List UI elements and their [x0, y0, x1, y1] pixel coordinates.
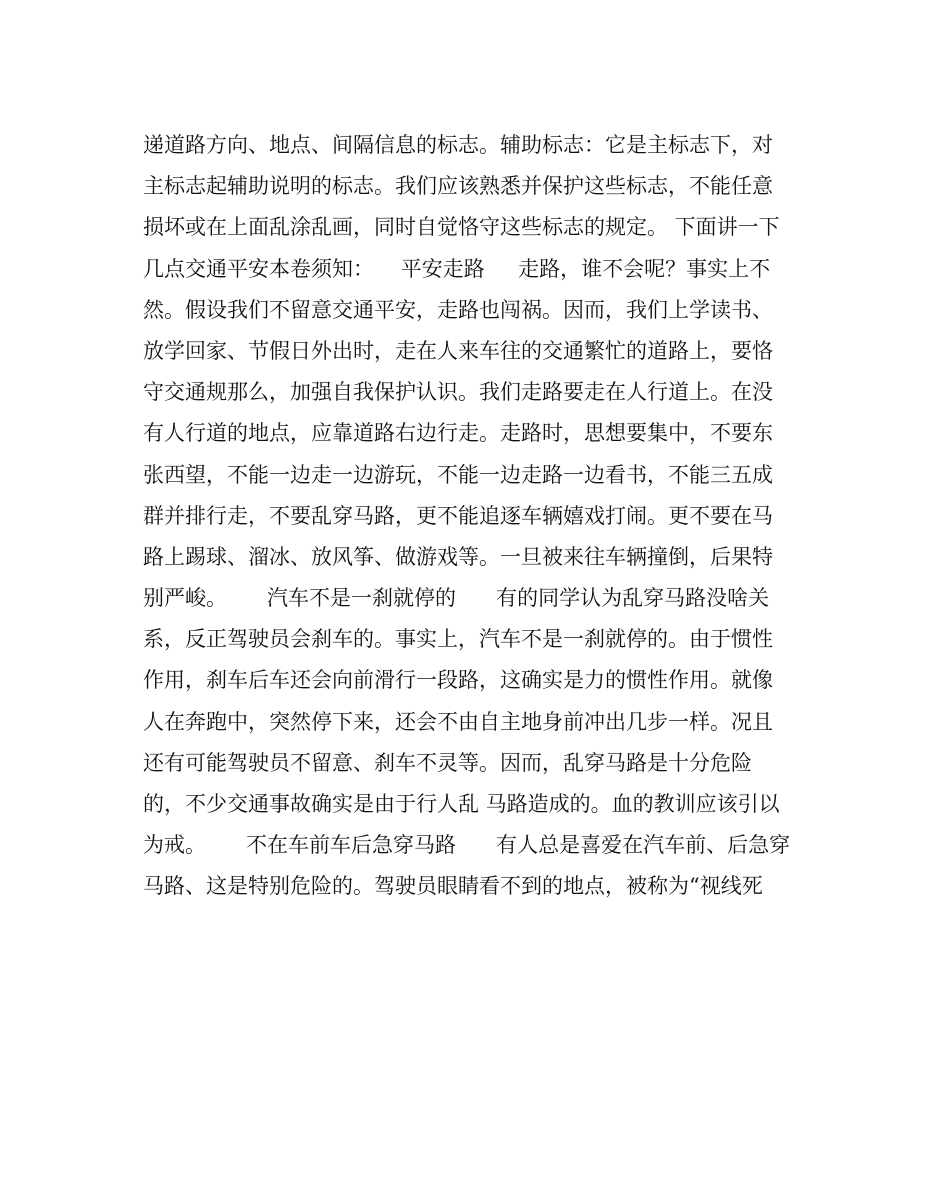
text-line: 放学回家、节假日外出时，走在人来车往的交通繁忙的道路上，要恪 — [143, 338, 773, 363]
text-line: 然。假设我们不留意交通平安，走路也闯祸。因而，我们上学读书、 — [143, 297, 773, 322]
text-line: 几点交通平安本卷须知： 平安走路 走路，谁不会呢？事实上不 — [143, 256, 771, 281]
text-line: 的，不少交通事故确实是由于行人乱 马路造成的。血的教训应该引以 — [143, 792, 780, 816]
text-line: 作用，刹车后车还会向前滑行一段路，这确实是力的惯性作用。就像 — [143, 668, 773, 693]
text-line: 有人行道的地点，应靠道路右边行走。走路时，思想要集中，不要东 — [143, 421, 773, 446]
text-line: 主标志起辅助说明的标志。我们应该熟悉并保护这些标志，不能任意 — [143, 174, 773, 199]
text-line: 为戒。 不在车前车后急穿马路 有人总是喜爱在汽车前、后急穿 — [143, 833, 791, 858]
text-line: 群并排行走，不要乱穿马路，更不能追逐车辆嬉戏打闹。更不要在马 — [143, 503, 773, 528]
body-text — [143, 125, 823, 908]
text-line: 马路、这是特别危险的。驾驶员眼睛看不到的地点，被称为“视线死 — [143, 874, 763, 899]
text-line: 还有可能驾驶员不留意、刹车不灵等。因而，乱穿马路是十分危险 — [143, 750, 752, 775]
text-line: 守交通规那么，加强自我保护认识。我们走路要走在人行道上。在没 — [143, 380, 773, 405]
text-line: 损坏或在上面乱涂乱画，同时自觉恪守这些标志的规定。 下面讲一下 — [143, 215, 780, 240]
text-line: 递道路方向、地点、间隔信息的标志。辅助标志：它是主标志下，对 — [143, 133, 773, 157]
text-line: 路上踢球、溜冰、放风筝、做游戏等。一旦被来往车辆撞倒，后果特 — [143, 544, 773, 569]
text-line: 张西望，不能一边走一边游玩，不能一边走路一边看书，不能三五成 — [143, 462, 773, 487]
text-line: 别严峻。 汽车不是一刹就停的 有的同学认为乱穿马路没啥关 — [143, 586, 770, 611]
text-line: 系，反正驾驶员会刹车的。事实上，汽车不是一刹就停的。由于惯性 — [143, 627, 773, 652]
text-line: 人在奔跑中，突然停下来，还会不由自主地身前冲出几步一样。况且 — [143, 709, 773, 734]
